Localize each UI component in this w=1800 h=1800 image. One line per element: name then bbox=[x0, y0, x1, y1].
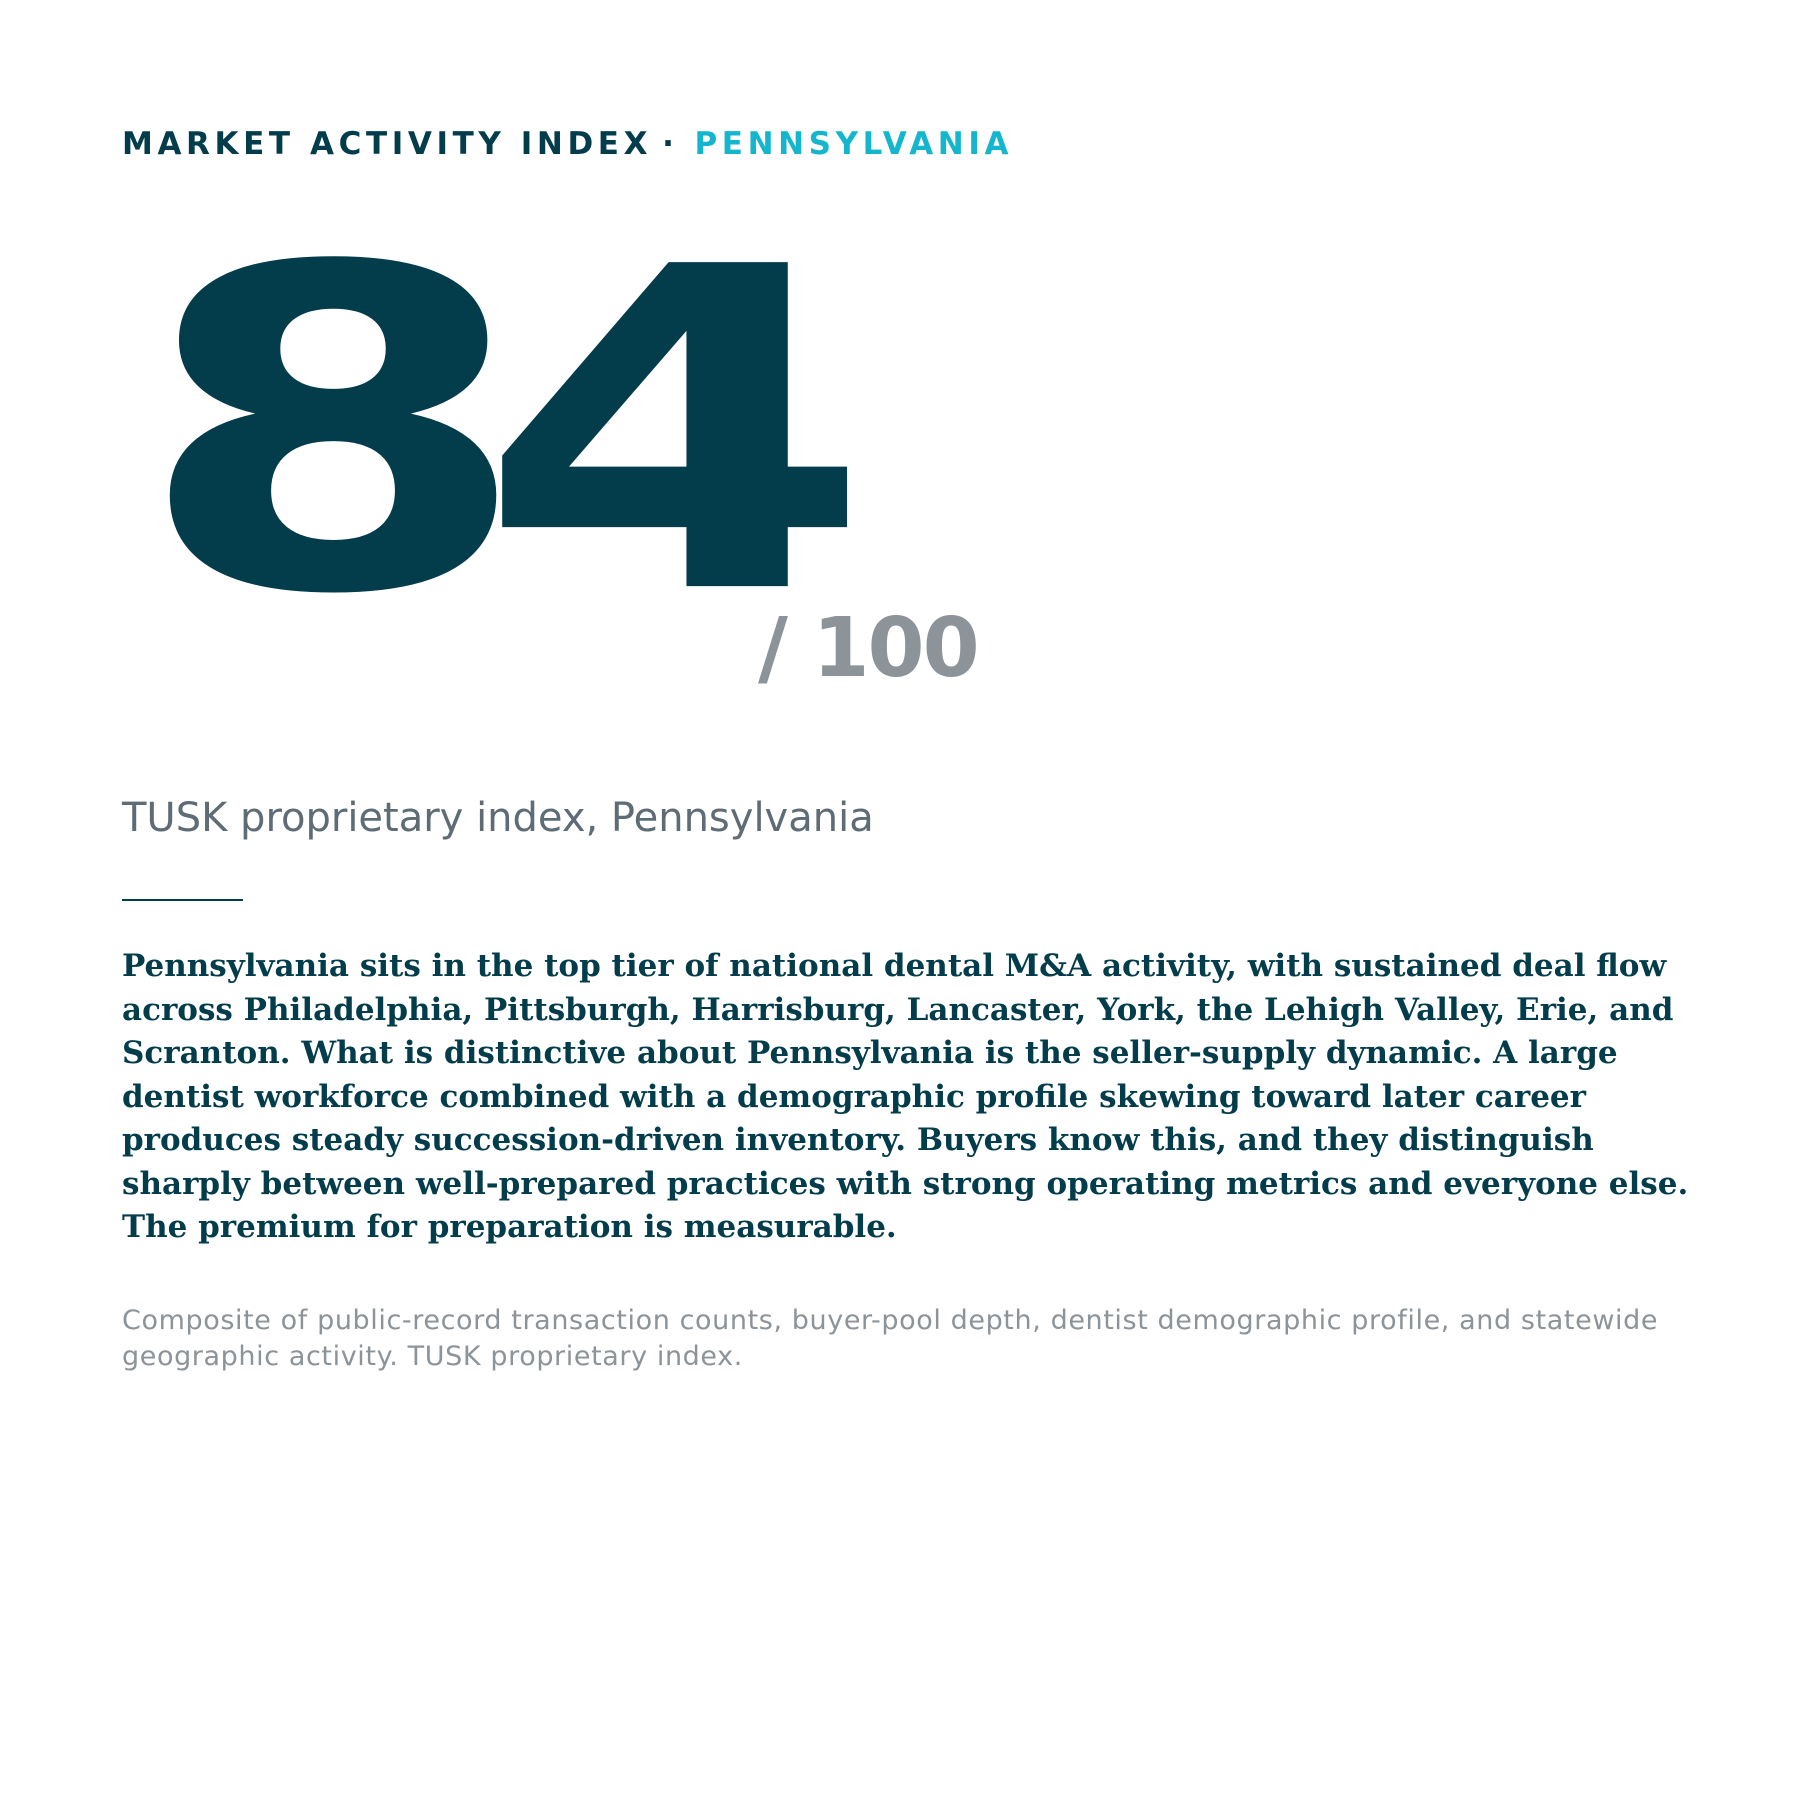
eyebrow-label: MARKET ACTIVITY INDEX bbox=[122, 126, 653, 162]
divider bbox=[122, 899, 243, 901]
score-value: 84 bbox=[135, 174, 819, 692]
eyebrow-state: PENNSYLVANIA bbox=[694, 126, 1014, 162]
index-subtitle: TUSK proprietary index, Pennsylvania bbox=[122, 795, 874, 841]
methodology-footnote: Composite of public-record transaction counts, buyer-pool depth, dentist demographic profile, and statewide geographic activity. TUSK proprietary index. bbox=[122, 1305, 1659, 1372]
eyebrow-separator: · bbox=[662, 126, 679, 162]
score-block bbox=[0, 0, 1800, 760]
market-summary: Pennsylvania sits in the top tier of national dental M&A activity, with sustained deal flow across Philadelphia, Pittsburgh, Harrisburg, Lancaster, York, the Lehigh Valley, Erie, and Scranton. What is distinctive about Pennsylvania is the seller-supply dynamic. A large dentist workforce combined with a demographic profile skewing toward later career produces steady succession-driven inventory. Buyers know this, and they distinguish sharply between well-prepared practices with strong operating metrics and everyone else. The premium for preparation is measurable. bbox=[122, 948, 1689, 1245]
score-out-of: / 100 bbox=[758, 601, 978, 696]
